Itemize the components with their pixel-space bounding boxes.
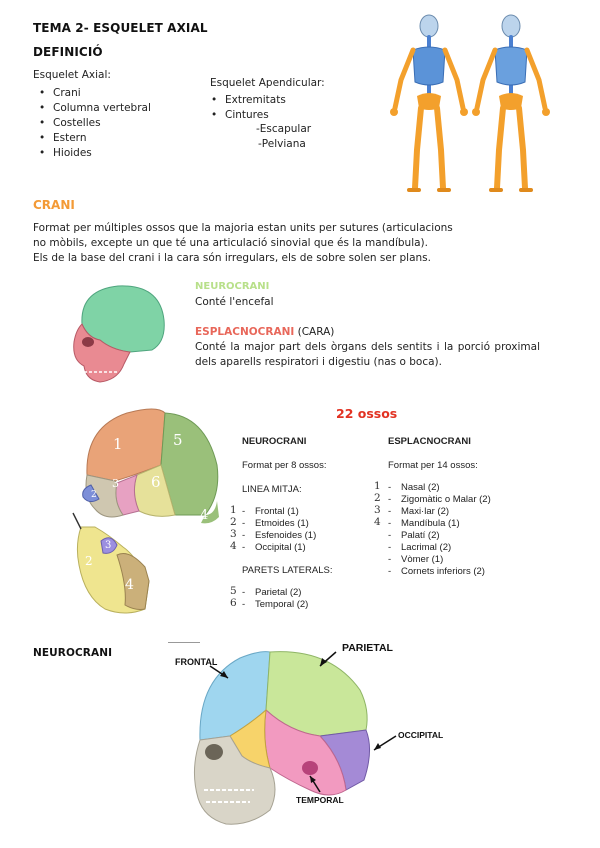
esplacnocrani-suffix: (CARA): [297, 326, 335, 338]
item-name: Occipital (1): [255, 542, 306, 553]
neuro-col-parets: PARETS LATERALS:: [242, 565, 333, 576]
item-number: 3: [374, 504, 381, 516]
skull-labeled-illustration: [170, 640, 430, 840]
jaw-number: 2: [85, 554, 93, 568]
item-name: Temporal (2): [255, 599, 309, 610]
list-item: • Estern: [53, 131, 151, 146]
esplacnocrani-desc-1: Conté la major part dels òrgans dels sentits i la porció proximal: [195, 341, 540, 353]
item-name: Zigomàtic o Malar (2): [401, 494, 491, 505]
cintures-sub-1: -Escapular: [256, 123, 312, 135]
apendicular-label: Esquelet Apendicular:: [210, 77, 325, 89]
item-name: Maxi·lar (2): [401, 506, 450, 517]
item-number: 3: [230, 528, 237, 540]
list-item: • Crani: [53, 86, 151, 101]
neurocrani-2-heading: NEUROCRANI: [33, 647, 113, 659]
label-frontal: FRONTAL: [175, 657, 218, 667]
list-item: • Hioides: [53, 146, 151, 161]
item-number: 5: [230, 585, 237, 597]
neuro-col-count: Format per 8 ossos:: [242, 460, 327, 471]
jaw-number: 3: [105, 540, 112, 551]
item-name: Palatí (2): [401, 530, 440, 541]
list-item: • Cintures: [225, 108, 286, 123]
item-name: Frontal (1): [255, 506, 299, 517]
item-number: 2: [230, 516, 237, 528]
esplacnocrani-heading: ESPLACNOCRANI: [195, 326, 295, 338]
neuro-col-linea: LINEA MITJA:: [242, 484, 302, 495]
skull-number: 6: [151, 473, 161, 491]
item-name: Vòmer (1): [401, 554, 444, 565]
item-name: Esfenoides (1): [255, 530, 317, 541]
skull-number: 2: [91, 490, 97, 500]
label-occipital: OCCIPITAL: [398, 730, 444, 740]
label-parietal: PARIETAL: [342, 642, 393, 654]
axial-label: Esquelet Axial:: [33, 69, 111, 81]
esplacnocrani-title: [195, 325, 334, 339]
item-name: Etmoides (1): [255, 518, 309, 529]
item-number: 2: [374, 492, 381, 504]
item-name: Cornets inferiors (2): [401, 566, 485, 577]
definicio-heading: DEFINICIÓ: [33, 45, 103, 59]
esplacnocrani-desc-2: dels aparells respiratori i digestiu (nas o boca).: [195, 356, 442, 368]
item-number: 1: [374, 480, 381, 492]
skeleton-illustration: [385, 10, 555, 200]
cintures-sub-2: -Pelviana: [258, 138, 306, 150]
crani-heading: CRANI: [33, 198, 75, 212]
crani-line-3: Els de la base del crani i la cara són irregulars, els de sobre solen ser plans.: [33, 252, 431, 264]
skull-number: 4: [200, 508, 209, 523]
skull-bones-illustration: [65, 405, 235, 625]
skull-neuro-esplacno-illustration: [60, 280, 175, 385]
jaw-number: 4: [125, 577, 134, 593]
item-name: Lacrimal (2): [401, 542, 452, 553]
skeleton-back: [472, 15, 550, 190]
label-temporal: TEMPORAL: [296, 795, 344, 805]
crani-line-2: no mòbils, excepte un que té una articulació sinovial que és la mandíbula).: [33, 237, 428, 249]
esp-col-count: Format per 14 ossos:: [388, 460, 478, 471]
page-title: TEMA 2- ESQUELET AXIAL: [33, 21, 208, 35]
skull-number: 3: [112, 477, 119, 490]
skull-number: 1: [113, 435, 123, 453]
apendicular-list: [205, 93, 286, 123]
item-number: 1: [230, 504, 237, 516]
axial-list: [33, 86, 151, 161]
item-number: 4: [230, 540, 237, 552]
skull-number: 5: [173, 431, 183, 449]
item-number: 6: [230, 597, 237, 609]
item-name: Mandíbula (1): [401, 518, 460, 529]
list-item: • Extremitats: [225, 93, 286, 108]
crani-line-1: Format per múltiples ossos que la majoria estan units per sutures (articulacions: [33, 222, 453, 234]
list-item: • Columna vertebral: [53, 101, 151, 116]
neuro-col-heading: NEUROCRANI: [242, 436, 307, 447]
neurocrani-desc: Conté l'encefal: [195, 296, 274, 308]
ossos-count-title: 22 ossos: [336, 406, 398, 421]
item-name: Parietal (2): [255, 587, 302, 598]
item-name: Nasal (2): [401, 482, 440, 493]
esp-col-heading: ESPLACNOCRANI: [388, 436, 471, 447]
neurocrani-heading: NEUROCRANI: [195, 281, 270, 292]
list-item: • Costelles: [53, 116, 151, 131]
skeleton-front: [390, 15, 468, 190]
item-number: 4: [374, 516, 381, 528]
